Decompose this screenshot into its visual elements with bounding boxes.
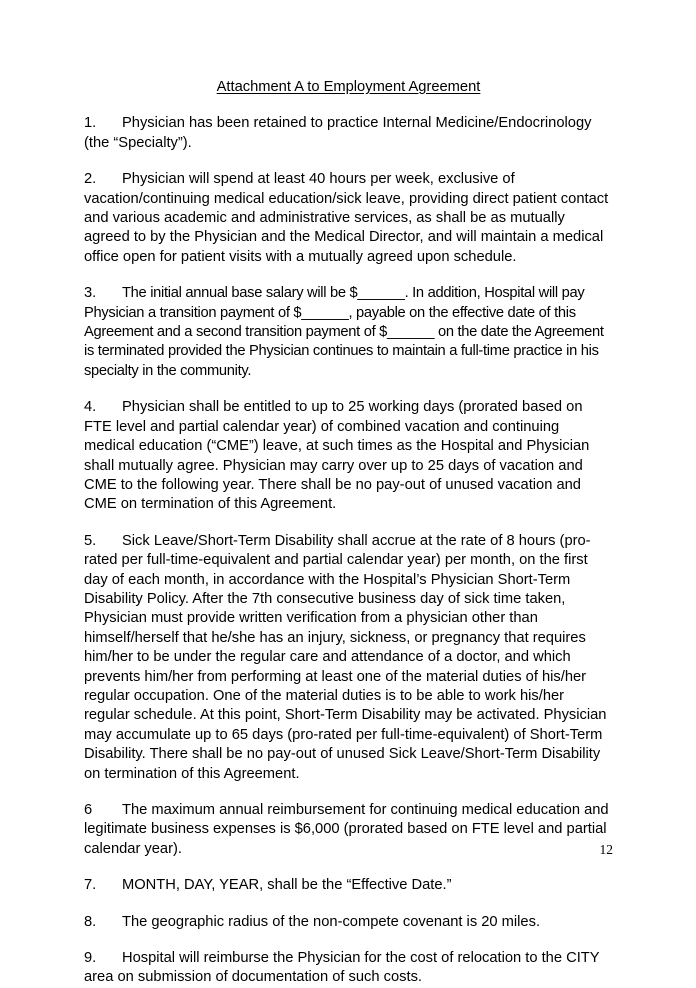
clause-item-1 — [84, 114, 613, 153]
clause-number-9: 9. — [84, 950, 97, 967]
clause-number-6: 6 — [84, 802, 93, 818]
document-title-text: Attachment A to Employment Agreement — [216, 79, 481, 95]
clause-number-5: 5. — [84, 532, 97, 549]
clause-item-8 — [84, 913, 613, 932]
clause-text-2: Physician will spend at least 40 hours per week, exclusive of vacation/continuing medical education/sick leave, providing direct patient contact and various academic and administrative services, as shall be as mutually agreed to by the Physician and the Medical Director, and will maintain a medical office open for patient visits with a mutually agreed upon schedule. — [84, 171, 609, 265]
clause-text-8: The geographic radius of the non-compete covenant is 20 miles. — [122, 913, 541, 930]
clause-number-8: 8. — [84, 913, 97, 930]
clause-number-3: 3. — [84, 285, 97, 302]
clause-number-7: 7. — [84, 877, 97, 894]
clause-number-1: 1. — [84, 115, 97, 132]
clause-number-4: 4. — [84, 399, 97, 416]
clause-text-6: The maximum annual reimbursement for continuing medical education and legitimate business expenses is $6,000 (prorated based on FTE level and partial calendar year). — [84, 802, 609, 857]
page-number: 12 — [599, 842, 613, 857]
clause-text-9: Hospital will reimburse the Physician for the cost of relocation to the CITY area on submission of documentation of such costs. — [84, 950, 600, 986]
clause-item-2 — [84, 170, 613, 267]
clause-text-5: Sick Leave/Short-Term Disability shall accrue at the rate of 8 hours (pro-rated per full-time-equivalent and partial calendar year) per month, on the first day of each month, in accordance with the Hospital’s Physician Short-Term Disability Policy. After the 7th consecutive business day of sick time taken, Physician must provide written verification from a physician other than himself/herself that he/she has an injury, sickness, or pregnancy that requires him/her to be under the regular care and attendance of a doctor, and which prevents him/her from performing at least one of the material duties of his/her regular occupation. One of the material duties is to be able to work his/her regular schedule. At this point, Short-Term Disability may be activated. Physician may accumulate up to 65 days (pro-rated per full-time-equivalent) of Short-Term Disability. There shall be no pay-out of unused Sick Leave/Short-Term Disability on termination of this Agreement. — [84, 532, 607, 782]
document-title — [84, 78, 613, 97]
clause-item-9 — [84, 949, 613, 988]
clause-text-4: Physician shall be entitled to up to 25 working days (prorated based on FTE level and partial calendar year) of combined vacation and continuing medical education (“CME”) leave, at such times as the Hospital and Physician shall mutually agree. Physician may carry over up to 25 days of vacation and CME to the following year. There shall be no pay-out of unused vacation and CME on termination of this Agreement. — [84, 399, 590, 513]
clause-item-4 — [84, 398, 613, 514]
clause-text-7: MONTH, DAY, YEAR, shall be the “Effective Date.” — [122, 877, 452, 894]
clause-text-3: The initial annual base salary will be $______. In addition, Hospital will pay Physician a transition payment of $______, payable on the effective date of this Agreement and a second transition payment of $______ on the date the Agreement is terminated provided the Physician continues to maintain a full-time practice in his specialty in the community. — [84, 285, 604, 379]
clause-item-7 — [84, 876, 613, 895]
clause-item-5 — [84, 532, 613, 784]
clause-item-3 — [84, 284, 613, 381]
clause-text-1: Physician has been retained to practice Internal Medicine/Endocrinology (the “Specialty”). — [84, 115, 592, 151]
clause-number-2: 2. — [84, 171, 97, 188]
